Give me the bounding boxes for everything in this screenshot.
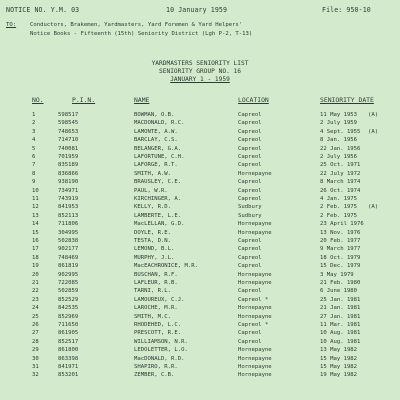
- table-row: [0, 213, 400, 221]
- row-location: Capreol: [238, 154, 262, 160]
- file-number: File: 950-10: [322, 6, 371, 14]
- row-number: 13: [32, 212, 39, 219]
- row-number: 26: [32, 322, 39, 328]
- row-seniority-date: 27 Jan. 1981: [320, 313, 361, 320]
- row-seniority-date: 13 Nov. 1976: [320, 229, 361, 236]
- row-name: DOYLE, R.E.: [134, 229, 172, 236]
- table-row: [0, 339, 400, 347]
- row-seniority-date: 10 Aug. 1981: [320, 330, 361, 337]
- table-row: [0, 330, 400, 338]
- row-pin: 304995: [58, 229, 79, 236]
- table-row: [0, 230, 400, 238]
- table-row: [0, 162, 400, 170]
- row-name: LAFLEUR, R.B.: [134, 280, 178, 286]
- row-seniority-date: 15 May 1982: [320, 355, 358, 362]
- row-location: Capreol *: [238, 322, 269, 328]
- row-name: BARCLAY, C.S.: [134, 137, 178, 144]
- row-number: 20: [32, 271, 39, 278]
- row-seniority-date: 11 Mar. 1981: [320, 322, 361, 328]
- row-number: 9: [32, 179, 36, 186]
- row-name: LAMOUREUX, C.J.: [134, 296, 185, 303]
- table-row: [0, 154, 400, 162]
- row-location: Hornepayne: [238, 229, 272, 236]
- row-name: BRAUSLEY, C.E.: [134, 179, 182, 186]
- row-pin: 740081: [58, 145, 79, 152]
- row-location: Capreol: [238, 338, 262, 345]
- row-location: Hornepayne: [238, 280, 272, 286]
- row-location: Hornepayne: [238, 372, 272, 379]
- row-name: BOWMAN, O.B.: [134, 112, 175, 118]
- row-location: Capreol *: [238, 296, 269, 303]
- table-row: [0, 297, 400, 305]
- row-number: 27: [32, 330, 39, 337]
- row-number: 22: [32, 288, 39, 295]
- row-location: Hornepayne: [238, 313, 272, 320]
- row-seniority-date: 19 May 1982: [320, 372, 358, 379]
- row-seniority-date: 20 Feb. 1977: [320, 238, 361, 244]
- row-location: Capreol: [238, 187, 262, 194]
- row-number: 14: [32, 221, 39, 228]
- row-seniority-date: 21 Feb. 1980: [320, 280, 361, 286]
- row-location: Capreol: [238, 120, 262, 127]
- row-location: Hornepayne: [238, 170, 272, 177]
- row-pin: 734971: [58, 187, 79, 194]
- row-location: Capreol: [238, 330, 262, 337]
- table-row: [0, 179, 400, 187]
- row-pin: 701959: [58, 154, 79, 160]
- row-name: LAFORGE, R.T.: [134, 162, 178, 169]
- row-seniority-date: 15 May 1982: [320, 364, 358, 370]
- row-name: LAROCHE, M.R.: [134, 305, 178, 312]
- row-location: Hornepayne: [238, 347, 272, 354]
- row-number: 30: [32, 355, 39, 362]
- row-seniority-date: 22 Jan. 1956: [320, 145, 361, 152]
- row-number: 29: [32, 347, 39, 354]
- row-name: LAMBERTE, L.E.: [134, 212, 182, 219]
- row-pin: 836866: [58, 170, 79, 177]
- row-pin: 743919: [58, 196, 79, 202]
- row-name: MACDONALD, R.C.: [134, 120, 185, 127]
- row-note: (A): [368, 112, 379, 118]
- row-pin: 841953: [58, 204, 79, 211]
- table-row: [0, 246, 400, 254]
- row-location: Capreol: [238, 137, 262, 144]
- row-name: TARNI, R.L.: [134, 288, 172, 295]
- row-pin: 863398: [58, 355, 79, 362]
- table-row: [0, 204, 400, 212]
- row-pin: 861800: [58, 347, 79, 354]
- row-name: BUSCHAN, R.F.: [134, 271, 178, 278]
- row-pin: 938190: [58, 179, 79, 186]
- row-number: 10: [32, 187, 39, 194]
- row-name: PAUL, W.R.: [134, 187, 168, 194]
- table-row: [0, 196, 400, 204]
- table-row: [0, 272, 400, 280]
- table-row: [0, 238, 400, 246]
- table-row: [0, 146, 400, 154]
- row-pin: 722085: [58, 280, 79, 286]
- row-name: PRESCOTT, R.E.: [134, 330, 182, 337]
- row-seniority-date: 25 Jan. 1981: [320, 296, 361, 303]
- table-row: [0, 112, 400, 120]
- table-row: [0, 288, 400, 296]
- row-location: Hornepayne: [238, 305, 272, 312]
- row-seniority-date: 11 May 1953: [320, 112, 358, 118]
- row-number: 25: [32, 313, 39, 320]
- row-location: Capreol: [238, 254, 262, 261]
- row-location: Hornepayne: [238, 355, 272, 362]
- table-row: [0, 356, 400, 364]
- row-pin: 861905: [58, 330, 79, 337]
- row-seniority-date: 4 Sept. 1955: [320, 128, 361, 135]
- row-note: (A): [368, 204, 379, 211]
- row-number: 5: [32, 145, 36, 152]
- row-seniority-date: 23 April 1976: [320, 221, 364, 228]
- row-number: 32: [32, 372, 39, 379]
- row-pin: 852517: [58, 338, 79, 345]
- row-number: 7: [32, 162, 36, 169]
- row-pin: 835189: [58, 162, 79, 169]
- row-location: Sudbury: [238, 204, 262, 211]
- row-location: Capreol: [238, 288, 262, 295]
- row-pin: 841971: [58, 364, 79, 370]
- row-number: 31: [32, 364, 39, 370]
- row-name: SMITH, M.C.: [134, 313, 172, 320]
- list-group: SENIORITY GROUP NO. 16: [159, 68, 241, 75]
- row-number: 6: [32, 154, 36, 160]
- row-number: 11: [32, 196, 39, 202]
- row-number: 17: [32, 246, 39, 253]
- row-pin: 502838: [58, 238, 79, 244]
- table-row: [0, 347, 400, 355]
- row-location: Capreol: [238, 179, 262, 186]
- row-location: Capreol: [238, 196, 262, 202]
- row-number: 15: [32, 229, 39, 236]
- row-pin: 748469: [58, 254, 79, 261]
- row-number: 24: [32, 305, 39, 312]
- row-location: Capreol: [238, 162, 262, 169]
- table-row: [0, 188, 400, 196]
- row-name: ZEMBER, C.B.: [134, 372, 175, 379]
- row-location: Sudbury: [238, 212, 262, 219]
- row-name: WILLIAMSON, N.R.: [134, 338, 188, 345]
- row-pin: 852113: [58, 212, 79, 219]
- notice-number: NOTICE NO. Y.M. 03: [6, 6, 80, 14]
- table-row: [0, 171, 400, 179]
- row-name: MacDONALD, R.D.: [134, 355, 185, 362]
- notice-date: 10 January 1959: [166, 6, 228, 14]
- row-seniority-date: 2 July 1959: [320, 120, 358, 127]
- row-seniority-date: 9 March 1977: [320, 246, 361, 253]
- column-header-no: NO.: [32, 96, 44, 104]
- row-number: 3: [32, 128, 36, 135]
- row-pin: 852529: [58, 296, 79, 303]
- row-seniority-date: 8 Jan. 1956: [320, 137, 358, 144]
- row-name: MacLELLAN, G.D.: [134, 221, 185, 228]
- row-seniority-date: 6 June 1980: [320, 288, 358, 295]
- row-number: 2: [32, 120, 36, 127]
- column-header-location: LOCATION: [238, 96, 269, 104]
- table-row: [0, 120, 400, 128]
- table-row: [0, 221, 400, 229]
- row-seniority-date: 2 Feb. 1975: [320, 204, 358, 211]
- table-row: [0, 129, 400, 137]
- table-row: [0, 372, 400, 380]
- row-pin: 714710: [58, 137, 79, 144]
- column-header-seniority-date: SENIORITY DATE: [320, 96, 374, 104]
- row-seniority-date: 4 Jan. 1975: [320, 196, 358, 202]
- row-location: Capreol: [238, 246, 262, 253]
- row-pin: 861819: [58, 263, 79, 270]
- row-number: 16: [32, 238, 39, 244]
- table-row: [0, 263, 400, 271]
- column-header-pin: P.I.N.: [72, 96, 96, 104]
- row-number: 28: [32, 338, 39, 345]
- table-row: [0, 305, 400, 313]
- row-number: 8: [32, 170, 36, 177]
- row-name: MURPHY, J.L.: [134, 254, 175, 261]
- recipients-line-1: Conductors, Brakemen, Yardmasters, Yard Foremen & Yard Helpers': [30, 22, 243, 28]
- row-location: Hornepayne: [238, 271, 272, 278]
- row-seniority-date: 26 Oct. 1974: [320, 187, 361, 194]
- row-pin: 598545: [58, 120, 79, 127]
- row-pin: 842535: [58, 305, 79, 312]
- row-seniority-date: 10 Aug. 1981: [320, 338, 361, 345]
- row-pin: 711650: [58, 322, 79, 328]
- row-number: 21: [32, 280, 39, 286]
- row-seniority-date: 25 Oct. 1971: [320, 162, 361, 169]
- row-name: LEDOLETTER, L.O.: [134, 347, 188, 354]
- row-name: TESTA, D.N.: [134, 238, 172, 244]
- table-row: [0, 280, 400, 288]
- row-name: LEMOND, B.L.: [134, 246, 175, 253]
- table-row: [0, 322, 400, 330]
- row-seniority-date: 2 July 1956: [320, 154, 358, 160]
- row-name: SMITH, A.W.: [134, 170, 172, 177]
- row-seniority-date: 13 May 1982: [320, 347, 358, 354]
- list-date: JANUARY 1 - 1959: [170, 76, 230, 83]
- row-seniority-date: 22 July 1972: [320, 170, 361, 177]
- row-number: 4: [32, 137, 36, 144]
- row-number: 1: [32, 112, 36, 118]
- table-row: [0, 314, 400, 322]
- row-name: LAFORTUNE, C.H.: [134, 154, 185, 160]
- row-pin: 902177: [58, 246, 79, 253]
- row-seniority-date: 2 Feb. 1975: [320, 212, 358, 219]
- recipients-line-2: Notice Books - Fifteenth (15th) Seniority District (Lgh P-2, T-13): [30, 31, 253, 37]
- row-seniority-date: 8 March 1974: [320, 179, 361, 186]
- row-number: 12: [32, 204, 39, 211]
- row-pin: 748653: [58, 128, 79, 135]
- row-name: LAMONTE, A.W.: [134, 128, 178, 135]
- row-seniority-date: 21 Jan. 1981: [320, 305, 361, 312]
- row-name: MacEACHRONICE, M.R.: [134, 263, 198, 270]
- row-pin: 502859: [58, 288, 79, 295]
- row-location: Capreol: [238, 112, 262, 118]
- table-row: [0, 137, 400, 145]
- row-location: Capreol: [238, 263, 262, 270]
- table-row: [0, 364, 400, 372]
- row-pin: 902995: [58, 271, 79, 278]
- row-name: KELLY, R.D.: [134, 204, 172, 211]
- row-pin: 711806: [58, 221, 79, 228]
- row-name: KIRCHINGER, A.: [134, 196, 182, 202]
- row-seniority-date: 15 Dec. 1979: [320, 263, 361, 270]
- row-location: Capreol: [238, 145, 262, 152]
- row-pin: 598517: [58, 112, 79, 118]
- row-note: (A): [368, 128, 379, 135]
- row-location: Capreol: [238, 128, 262, 135]
- list-title: YARDMASTERS SENIORITY LIST: [151, 60, 249, 67]
- row-seniority-date: 18 Oct. 1979: [320, 254, 361, 261]
- row-pin: 853201: [58, 372, 79, 379]
- row-location: Capreol: [238, 238, 262, 244]
- column-header-name: NAME: [134, 96, 150, 104]
- table-row: [0, 255, 400, 263]
- to-label: TO:: [6, 22, 17, 28]
- row-location: Hornepayne: [238, 364, 272, 370]
- row-number: 19: [32, 263, 39, 270]
- row-number: 23: [32, 296, 39, 303]
- row-name: RHODEHED, L.C.: [134, 322, 182, 328]
- row-location: Hornepayne: [238, 221, 272, 228]
- row-pin: 852969: [58, 313, 79, 320]
- row-number: 18: [32, 254, 39, 261]
- row-name: BELANGER, G.A.: [134, 145, 182, 152]
- row-name: SHAPIRO, R.R.: [134, 364, 178, 370]
- row-seniority-date: 3 May 1979: [320, 271, 354, 278]
